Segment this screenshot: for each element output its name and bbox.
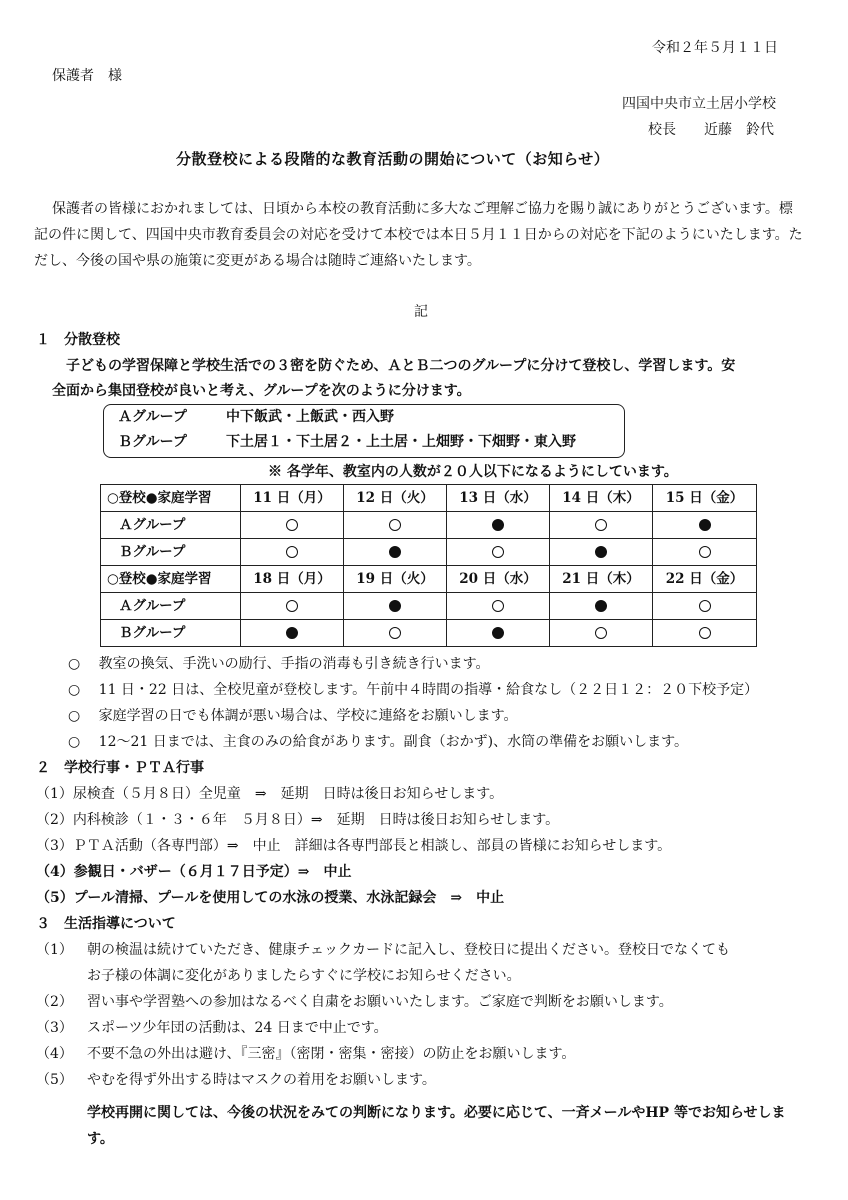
section3-item-text: 習い事や学習塾への参加はなるべく自粛をお願いいたします。ご家庭で判断をお願いします。	[87, 994, 673, 1010]
attendance-mark-icon	[492, 600, 504, 612]
section1-bullet: ○ 家庭学習の日でも体調が悪い場合は、学校に連絡をお願いします。	[68, 708, 518, 724]
section1-bullet: ○ 11 日・22 日は、全校児童が登校します。午前中４時間の指導・給食なし（２２日１２：２０下校予定）	[68, 682, 759, 698]
attendance-mark-icon	[699, 519, 711, 531]
day-header: 20 日（水）	[447, 566, 550, 593]
section1-bullet: ○ 教室の換気、手洗いの励行、手指の消毒も引き続き行います。	[68, 656, 490, 672]
day-header: 21 日（木）	[550, 566, 653, 593]
section3-item-text: お子様の体調に変化がありましたらすぐに学校にお知らせください。	[87, 968, 521, 984]
section3-item-text: 不要不急の外出は避け、『三密』（密閉・密集・密接）の防止をお願いします。	[87, 1046, 576, 1062]
table-row	[101, 593, 757, 620]
group-a-row	[118, 407, 394, 428]
attendance-mark-icon	[389, 546, 401, 558]
section3-item-number: （5）	[36, 1072, 73, 1088]
mark-cell	[550, 620, 653, 647]
day-header: 13 日（水）	[447, 485, 550, 512]
table-row	[101, 539, 757, 566]
section2-item: （2）内科検診（１・３・６年 ５月８日）⇒ 延期 日時は後日お知らせします。	[36, 812, 560, 828]
group-box	[103, 404, 625, 458]
week2-header-row	[101, 566, 757, 593]
attendance-mark-icon	[389, 600, 401, 612]
attendance-mark-icon	[699, 627, 711, 639]
week1-header-row	[101, 485, 757, 512]
attendance-mark-icon	[286, 546, 298, 558]
mark-cell	[241, 512, 344, 539]
section3-item-number: （4）	[36, 1046, 73, 1062]
section3-heading: ３ 生活指導について	[36, 916, 176, 932]
mark-cell	[241, 539, 344, 566]
day-header: 19 日（火）	[344, 566, 447, 593]
group-label: Ａグループ	[101, 593, 241, 620]
section3-item-text: やむを得ず外出する時はマスクの着用をお願いします。	[87, 1072, 436, 1088]
group-label: Ａグループ	[101, 512, 241, 539]
group-b-areas: 下土居１・下土居２・上土居・上畑野・下畑野・東入野	[226, 434, 576, 450]
section2-item: （5）プール清掃、プールを使用しての水泳の授業、水泳記録会 ⇒ 中止	[36, 890, 505, 906]
section3-item-text: 朝の検温は続けていただき、健康チェックカードに記入し、登校日に提出ください。登校日でなくても	[87, 942, 731, 958]
section2-item: （4）参観日・バザー（６月１７日予定）⇒ 中止	[36, 864, 352, 880]
school-name: 四国中央市立土居小学校	[622, 96, 776, 112]
mark-cell	[241, 620, 344, 647]
section1-bullet: ○ 12～21 日までは、主食のみの給食があります。副食（おかず)、水筒の準備をお願いします。	[68, 734, 688, 750]
section2-item: （1）尿検査（５月８日）全児童 ⇒ 延期 日時は後日お知らせします。	[36, 786, 504, 802]
section3-item-number: （2）	[36, 994, 73, 1010]
section3-item-text: スポーツ少年団の活動は、24 日まで中止です。	[87, 1020, 388, 1036]
attendance-mark-icon	[595, 627, 607, 639]
attendance-mark-icon	[492, 519, 504, 531]
day-header: 11 日（月）	[241, 485, 344, 512]
attendance-mark-icon	[595, 600, 607, 612]
ki-marker: 記	[414, 304, 428, 320]
document-title: 分散登校による段階的な教育活動の開始について（お知らせ）	[176, 150, 610, 168]
attendance-mark-icon	[699, 546, 711, 558]
schedule-table	[100, 484, 757, 647]
day-header: 15 日（金）	[653, 485, 757, 512]
attendance-mark-icon	[286, 600, 298, 612]
group-b-row	[118, 432, 576, 453]
attendance-mark-icon	[286, 627, 298, 639]
day-header: 12 日（火）	[344, 485, 447, 512]
mark-cell	[653, 620, 757, 647]
group-label: Ｂグループ	[101, 539, 241, 566]
attendance-mark-icon	[699, 600, 711, 612]
class-size-note: ※ 各学年、教室内の人数が２０人以下になるようにしています。	[268, 464, 678, 480]
mark-cell	[447, 539, 550, 566]
mark-cell	[344, 539, 447, 566]
mark-cell	[241, 593, 344, 620]
group-a-name: Ａグループ	[118, 409, 187, 425]
mark-cell	[344, 620, 447, 647]
day-header: 18 日（月）	[241, 566, 344, 593]
attendance-mark-icon	[492, 546, 504, 558]
attendance-mark-icon	[595, 519, 607, 531]
mark-cell	[653, 593, 757, 620]
schedule-legend: ○登校●家庭学習	[101, 566, 241, 593]
mark-cell	[447, 593, 550, 620]
mark-cell	[344, 512, 447, 539]
section3-item-number: （3）	[36, 1020, 73, 1036]
mark-cell	[447, 512, 550, 539]
attendance-mark-icon	[595, 546, 607, 558]
closing-paragraph: 学校再開に関しては、今後の状況をみての判断になります。必要に応じて、一斉メールやHP 等でお知らせします。	[87, 1105, 786, 1147]
section2-item: （3）ＰＴＡ活動（各専門部）⇒ 中止 詳細は各専門部長と相談し、部員の皆様にお知らせします。	[36, 838, 672, 854]
attendance-mark-icon	[389, 519, 401, 531]
table-row	[101, 620, 757, 647]
attendance-mark-icon	[389, 627, 401, 639]
mark-cell	[550, 539, 653, 566]
group-a-areas: 中下飯武・上飯武・西入野	[226, 409, 394, 425]
day-header: 22 日（金）	[653, 566, 757, 593]
attendance-mark-icon	[286, 519, 298, 531]
mark-cell	[550, 512, 653, 539]
mark-cell	[653, 512, 757, 539]
schedule-legend: ○登校●家庭学習	[101, 485, 241, 512]
day-header: 14 日（木）	[550, 485, 653, 512]
section1-line2: 全面から集団登校が良いと考え、グループを次のように分けます。	[52, 383, 471, 399]
intro-paragraph: 保護者の皆様におかれましては、日頃から本校の教育活動に多大なご理解ご協力を賜り誠にありがとうございます。標記の件に関して、四国中央市教育委員会の対応を受けて本校では本日５月１１日からの対応を下記のようにいたします。ただし、今後の国や県の施策に変更がある場合は随時ご連絡いたします。	[34, 201, 803, 269]
addressee: 保護者 様	[52, 68, 122, 84]
table-row	[101, 512, 757, 539]
mark-cell	[344, 593, 447, 620]
section1-heading: １ 分散登校	[36, 332, 120, 348]
group-label: Ｂグループ	[101, 620, 241, 647]
attendance-mark-icon	[492, 627, 504, 639]
mark-cell	[550, 593, 653, 620]
group-b-name: Ｂグループ	[118, 434, 187, 450]
principal-name: 校長 近藤 鈴代	[648, 122, 774, 138]
document-date: 令和２年５月１１日	[652, 40, 778, 56]
section1-line1: 子どもの学習保障と学校生活での３密を防ぐため、ＡとＢ二つのグループに分けて登校し、学習します。安	[66, 358, 736, 374]
section2-heading: ２ 学校行事・ＰＴＡ行事	[36, 760, 204, 776]
mark-cell	[447, 620, 550, 647]
section3-item-number: （1）	[36, 942, 73, 958]
mark-cell	[653, 539, 757, 566]
